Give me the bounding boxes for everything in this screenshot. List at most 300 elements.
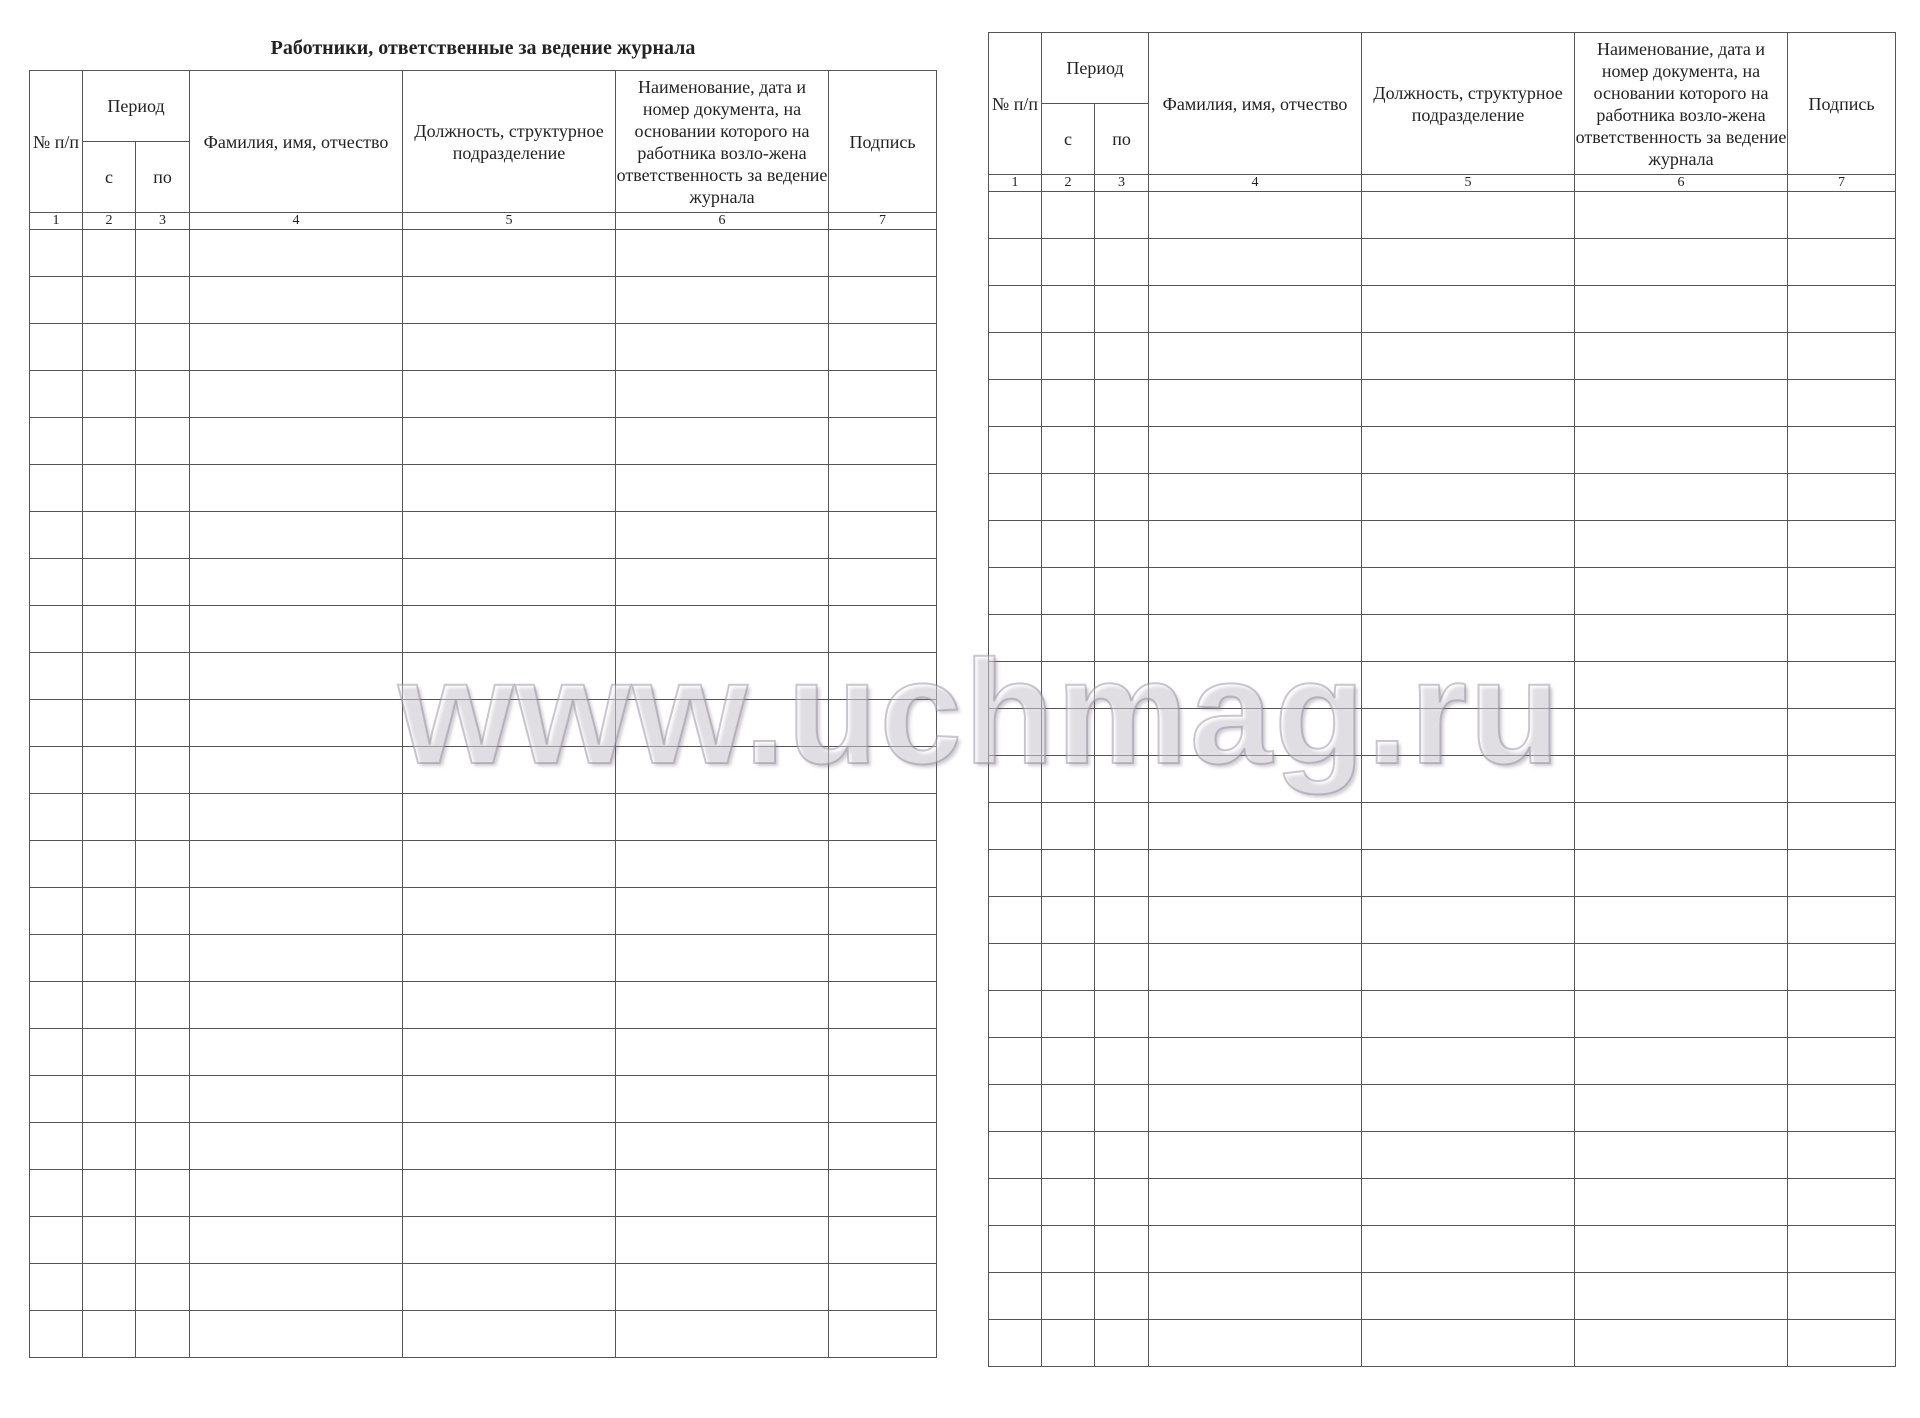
table-cell — [1575, 521, 1788, 568]
table-cell — [403, 794, 616, 841]
table-cell — [403, 606, 616, 653]
table-cell — [829, 935, 937, 982]
table-row — [989, 615, 1896, 662]
table-cell — [1575, 1179, 1788, 1226]
table-cell — [83, 559, 136, 606]
table-row — [30, 512, 937, 559]
table-cell — [1575, 850, 1788, 897]
table-cell — [989, 474, 1042, 521]
table-cell — [1575, 803, 1788, 850]
table-cell — [136, 1311, 190, 1358]
table-cell — [136, 606, 190, 653]
table-cell — [1042, 1273, 1095, 1320]
table-row — [30, 1076, 937, 1123]
column-number: 2 — [83, 213, 136, 230]
table-row — [989, 803, 1896, 850]
table-cell — [829, 371, 937, 418]
table-cell — [1042, 568, 1095, 615]
table-cell — [190, 230, 403, 277]
column-number: 6 — [1575, 175, 1788, 192]
table-cell — [989, 333, 1042, 380]
column-number: 4 — [190, 213, 403, 230]
table-cell — [1788, 568, 1896, 615]
table-cell — [1042, 521, 1095, 568]
table-cell — [1095, 286, 1149, 333]
table-cell — [190, 1264, 403, 1311]
table-row — [30, 230, 937, 277]
table-cell — [1149, 709, 1362, 756]
table-cell — [403, 418, 616, 465]
table-cell — [1575, 568, 1788, 615]
column-number: 6 — [616, 213, 829, 230]
table-cell — [989, 1038, 1042, 1085]
table-cell — [83, 606, 136, 653]
table-cell — [30, 606, 83, 653]
table-cell — [1095, 850, 1149, 897]
table-cell — [136, 559, 190, 606]
table-cell — [1149, 1038, 1362, 1085]
table-cell — [83, 277, 136, 324]
table-cell — [1575, 615, 1788, 662]
table-cell — [829, 230, 937, 277]
table-cell — [616, 1170, 829, 1217]
table-cell — [829, 700, 937, 747]
table-cell — [1788, 380, 1896, 427]
table-cell — [83, 747, 136, 794]
table-cell — [989, 709, 1042, 756]
table-cell — [1042, 474, 1095, 521]
table-cell — [190, 559, 403, 606]
table-cell — [1149, 850, 1362, 897]
table-cell — [1149, 380, 1362, 427]
table-cell — [83, 1264, 136, 1311]
table-cell — [989, 1085, 1042, 1132]
table-cell — [1149, 239, 1362, 286]
table-cell — [1042, 1085, 1095, 1132]
table-cell — [1362, 662, 1575, 709]
column-number: 1 — [989, 175, 1042, 192]
table-cell — [829, 653, 937, 700]
table-cell — [1149, 615, 1362, 662]
watermark-text: www.uchmag.ru — [398, 630, 1562, 795]
table-cell — [989, 1132, 1042, 1179]
table-cell — [1362, 333, 1575, 380]
table-cell — [1575, 333, 1788, 380]
table-cell — [1095, 1273, 1149, 1320]
table-cell — [1362, 1273, 1575, 1320]
table-cell — [1149, 568, 1362, 615]
table-cell — [30, 1029, 83, 1076]
table-cell — [1788, 1179, 1896, 1226]
table-cell — [1362, 756, 1575, 803]
column-number: 5 — [1362, 175, 1575, 192]
table-cell — [190, 606, 403, 653]
table-cell — [136, 747, 190, 794]
table-cell — [83, 324, 136, 371]
table-cell — [1149, 1273, 1362, 1320]
table-cell — [989, 568, 1042, 615]
table-row — [989, 1038, 1896, 1085]
table-cell — [136, 277, 190, 324]
table-cell — [1042, 944, 1095, 991]
table-cell — [1575, 380, 1788, 427]
table-cell — [30, 982, 83, 1029]
table-cell — [83, 653, 136, 700]
table-cell — [190, 512, 403, 559]
responsible-table-left — [29, 70, 937, 1358]
table-row — [30, 418, 937, 465]
table-row — [989, 286, 1896, 333]
header-period-to: по — [136, 142, 190, 213]
table-cell — [403, 230, 616, 277]
table-cell — [30, 1264, 83, 1311]
table-cell — [403, 559, 616, 606]
header-period-to: по — [1095, 104, 1149, 175]
column-number: 7 — [1788, 175, 1896, 192]
table-cell — [1788, 1132, 1896, 1179]
table-cell — [136, 935, 190, 982]
table-cell — [616, 841, 829, 888]
table-cell — [403, 982, 616, 1029]
table-cell — [136, 465, 190, 512]
column-number: 4 — [1149, 175, 1362, 192]
table-cell — [30, 230, 83, 277]
table-cell — [136, 1029, 190, 1076]
table-cell — [190, 1029, 403, 1076]
table-cell — [1095, 1085, 1149, 1132]
column-number: 3 — [136, 213, 190, 230]
table-cell — [829, 982, 937, 1029]
table-cell — [1788, 1038, 1896, 1085]
table-cell — [1095, 568, 1149, 615]
table-cell — [1788, 1085, 1896, 1132]
table-cell — [1042, 1226, 1095, 1273]
table-row — [989, 427, 1896, 474]
header-signature: Подпись — [1788, 33, 1896, 175]
table-cell — [136, 1123, 190, 1170]
table-cell — [403, 324, 616, 371]
table-row — [30, 935, 937, 982]
header-full-name: Фамилия, имя, отчество — [190, 71, 403, 213]
table-cell — [829, 606, 937, 653]
table-cell — [1362, 380, 1575, 427]
table-cell — [616, 1123, 829, 1170]
table-row — [30, 324, 937, 371]
table-cell — [190, 1123, 403, 1170]
table-cell — [190, 700, 403, 747]
table-cell — [1095, 1226, 1149, 1273]
table-row — [30, 700, 937, 747]
table-cell — [83, 888, 136, 935]
table-cell — [403, 277, 616, 324]
table-cell — [30, 1170, 83, 1217]
column-number: 2 — [1042, 175, 1095, 192]
table-cell — [83, 1029, 136, 1076]
table-cell — [1095, 474, 1149, 521]
table-cell — [1042, 662, 1095, 709]
table-cell — [1042, 380, 1095, 427]
table-cell — [616, 1076, 829, 1123]
table-cell — [616, 1311, 829, 1358]
header-period: Период — [83, 71, 190, 142]
table-cell — [1788, 662, 1896, 709]
table-cell — [1362, 521, 1575, 568]
table-cell — [30, 1076, 83, 1123]
table-row — [989, 192, 1896, 239]
column-number: 5 — [403, 213, 616, 230]
table-cell — [136, 982, 190, 1029]
table-cell — [403, 1123, 616, 1170]
header-period: Период — [1042, 33, 1149, 104]
table-cell — [829, 277, 937, 324]
table-cell — [1095, 897, 1149, 944]
table-cell — [403, 1170, 616, 1217]
table-cell — [616, 1264, 829, 1311]
table-cell — [83, 1076, 136, 1123]
table-row — [989, 568, 1896, 615]
table-cell — [83, 512, 136, 559]
table-cell — [190, 794, 403, 841]
table-row — [30, 841, 937, 888]
table-row — [30, 277, 937, 324]
table-cell — [1362, 803, 1575, 850]
table-cell — [1095, 991, 1149, 1038]
table-cell — [1149, 897, 1362, 944]
header-signature: Подпись — [829, 71, 937, 213]
table-cell — [1042, 1132, 1095, 1179]
table-cell — [136, 888, 190, 935]
table-cell — [1362, 1085, 1575, 1132]
table-cell — [1575, 286, 1788, 333]
header-number: № п/п — [30, 71, 83, 213]
table-cell — [1788, 239, 1896, 286]
table-cell — [190, 324, 403, 371]
table-cell — [136, 700, 190, 747]
table-cell — [829, 747, 937, 794]
table-cell — [989, 662, 1042, 709]
table-cell — [403, 1311, 616, 1358]
table-cell — [1042, 1038, 1095, 1085]
table-cell — [989, 991, 1042, 1038]
table-cell — [83, 794, 136, 841]
table-cell — [1362, 850, 1575, 897]
table-cell — [30, 1217, 83, 1264]
table-row — [30, 1170, 937, 1217]
table-cell — [1042, 286, 1095, 333]
table-cell — [1149, 1085, 1362, 1132]
table-cell — [616, 418, 829, 465]
table-cell — [1042, 756, 1095, 803]
table-cell — [1095, 521, 1149, 568]
table-cell — [829, 888, 937, 935]
table-cell — [1788, 1226, 1896, 1273]
table-cell — [136, 1264, 190, 1311]
table-cell — [1575, 991, 1788, 1038]
table-cell — [616, 700, 829, 747]
table-cell — [136, 794, 190, 841]
table-cell — [1042, 991, 1095, 1038]
table-cell — [1362, 568, 1575, 615]
table-cell — [30, 512, 83, 559]
table-row — [989, 1226, 1896, 1273]
table-cell — [30, 700, 83, 747]
table-cell — [30, 1123, 83, 1170]
table-cell — [1362, 1179, 1575, 1226]
table-cell — [1788, 897, 1896, 944]
table-cell — [1042, 333, 1095, 380]
table-cell — [616, 277, 829, 324]
table-cell — [616, 1029, 829, 1076]
table-cell — [190, 277, 403, 324]
table-cell — [616, 606, 829, 653]
table-cell — [190, 747, 403, 794]
table-cell — [1788, 615, 1896, 662]
table-row — [989, 380, 1896, 427]
table-row — [30, 1029, 937, 1076]
table-cell — [1042, 709, 1095, 756]
table-cell — [83, 700, 136, 747]
column-number: 3 — [1095, 175, 1149, 192]
table-cell — [1575, 474, 1788, 521]
table-cell — [1149, 803, 1362, 850]
table-row — [989, 850, 1896, 897]
table-cell — [616, 230, 829, 277]
table-cell — [1042, 427, 1095, 474]
table-cell — [1042, 239, 1095, 286]
table-cell — [1095, 1179, 1149, 1226]
table-cell — [1788, 427, 1896, 474]
table-cell — [1042, 615, 1095, 662]
table-cell — [403, 841, 616, 888]
table-cell — [1149, 662, 1362, 709]
table-cell — [1362, 1132, 1575, 1179]
table-row — [989, 944, 1896, 991]
table-cell — [30, 324, 83, 371]
table-row — [989, 333, 1896, 380]
table-cell — [1788, 286, 1896, 333]
table-cell — [30, 559, 83, 606]
table-row — [989, 1320, 1896, 1367]
table-cell — [829, 1123, 937, 1170]
table-cell — [83, 465, 136, 512]
table-cell — [829, 1264, 937, 1311]
table-cell — [403, 1076, 616, 1123]
table-cell — [403, 1264, 616, 1311]
table-cell — [829, 1076, 937, 1123]
table-row — [30, 1264, 937, 1311]
table-cell — [136, 418, 190, 465]
table-cell — [30, 888, 83, 935]
table-cell — [616, 794, 829, 841]
table-cell — [30, 935, 83, 982]
table-row — [30, 606, 937, 653]
table-cell — [1362, 991, 1575, 1038]
table-cell — [403, 371, 616, 418]
table-cell — [190, 418, 403, 465]
table-cell — [30, 1311, 83, 1358]
table-cell — [1149, 944, 1362, 991]
table-cell — [136, 1217, 190, 1264]
table-cell — [83, 418, 136, 465]
table-cell — [989, 1226, 1042, 1273]
table-cell — [136, 371, 190, 418]
table-cell — [1362, 709, 1575, 756]
table-cell — [190, 1311, 403, 1358]
table-row — [989, 1273, 1896, 1320]
table-cell — [829, 1170, 937, 1217]
table-cell — [1362, 1038, 1575, 1085]
table-row — [989, 474, 1896, 521]
table-cell — [1149, 521, 1362, 568]
table-cell — [1788, 1273, 1896, 1320]
table-cell — [1788, 521, 1896, 568]
column-number: 7 — [829, 213, 937, 230]
table-cell — [1149, 474, 1362, 521]
table-cell — [1362, 192, 1575, 239]
table-cell — [136, 324, 190, 371]
table-cell — [1575, 1226, 1788, 1273]
table-cell — [989, 286, 1042, 333]
table-cell — [1149, 333, 1362, 380]
table-cell — [829, 418, 937, 465]
table-cell — [403, 935, 616, 982]
table-cell — [829, 559, 937, 606]
table-row — [989, 1085, 1896, 1132]
table-cell — [616, 747, 829, 794]
table-cell — [989, 1179, 1042, 1226]
table-cell — [1149, 192, 1362, 239]
table-row — [989, 1179, 1896, 1226]
table-cell — [30, 794, 83, 841]
table-cell — [616, 1217, 829, 1264]
table-cell — [1362, 239, 1575, 286]
table-cell — [1575, 709, 1788, 756]
table-cell — [136, 1076, 190, 1123]
table-cell — [616, 653, 829, 700]
table-cell — [1788, 333, 1896, 380]
table-cell — [829, 1217, 937, 1264]
table-cell — [403, 888, 616, 935]
table-cell — [1575, 427, 1788, 474]
table-cell — [30, 418, 83, 465]
table-cell — [989, 1320, 1042, 1367]
table-cell — [1042, 1320, 1095, 1367]
table-row — [30, 465, 937, 512]
table-cell — [989, 1273, 1042, 1320]
table-cell — [1788, 192, 1896, 239]
table-cell — [403, 1029, 616, 1076]
table-cell — [83, 982, 136, 1029]
column-number: 1 — [30, 213, 83, 230]
table-cell — [136, 512, 190, 559]
table-cell — [1095, 1038, 1149, 1085]
table-cell — [1362, 897, 1575, 944]
table-cell — [1575, 1038, 1788, 1085]
table-cell — [190, 1076, 403, 1123]
table-row — [30, 888, 937, 935]
table-cell — [1149, 1132, 1362, 1179]
table-cell — [1042, 803, 1095, 850]
table-cell — [616, 982, 829, 1029]
table-cell — [1095, 803, 1149, 850]
table-cell — [1575, 944, 1788, 991]
table-cell — [1575, 897, 1788, 944]
table-row — [30, 747, 937, 794]
table-row — [989, 239, 1896, 286]
table-row — [989, 991, 1896, 1038]
table-cell — [403, 700, 616, 747]
table-row — [30, 371, 937, 418]
